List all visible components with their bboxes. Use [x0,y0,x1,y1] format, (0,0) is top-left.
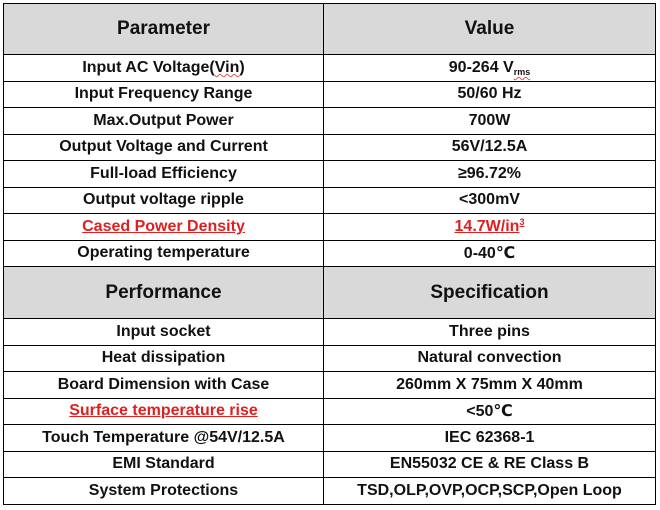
table-row [4,319,656,346]
spec-table [3,3,656,505]
param-cell: Operating temperature [4,240,324,267]
header-specification: Specification [324,267,656,319]
value-cell: 50/60 Hz [324,81,656,108]
table-row [4,81,656,108]
param-cell: Output voltage ripple [4,187,324,214]
param-cell: Full-load Efficiency [4,161,324,188]
param-cell: Input socket [4,319,324,346]
table-row [4,425,656,452]
param-cell: Input Frequency Range [4,81,324,108]
param-cell: Output Voltage and Current [4,134,324,161]
value-cell: 56V/12.5A [324,134,656,161]
param-cell: Heat dissipation [4,345,324,372]
table-row-highlighted [4,398,656,425]
param-cell: EMI Standard [4,451,324,478]
header-value: Value [324,4,656,55]
value-cell: 90-264 $V_{rms}$ [324,55,656,82]
table-row [4,187,656,214]
value-cell: ≥96.72% [324,161,656,188]
value-cell: <300mV [324,187,656,214]
table-row-highlighted [4,214,656,241]
param-cell: Surface temperature rise [4,398,324,425]
table-row [4,478,656,505]
value-cell: <50℃ [324,398,656,425]
param-cell: Input AC Voltage(Vin) [4,55,324,82]
param-cell: Cased Power Density [4,214,324,241]
value-cell: 700W [324,108,656,135]
header-parameter: Parameter [4,4,324,55]
value-cell: EN55032 CE & RE Class B [324,451,656,478]
table-row [4,108,656,135]
table-row [4,345,656,372]
param-cell: Board Dimension with Case [4,372,324,399]
value-cell: IEC 62368-1 [324,425,656,452]
table-row [4,161,656,188]
value-cell: TSD,OLP,OVP,OCP,SCP,Open Loop [324,478,656,505]
table-row [4,134,656,161]
value-cell: $14.7W/in^3$ [324,214,656,241]
param-cell: Touch Temperature @54V/12.5A [4,425,324,452]
value-cell: Natural convection [324,345,656,372]
table-row [4,451,656,478]
value-cell: Three pins [324,319,656,346]
table-header-performance [4,267,656,319]
table-row [4,372,656,399]
value-cell: 0-40℃ [324,240,656,267]
header-performance: Performance [4,267,324,319]
table-header-parameters [4,4,656,55]
param-cell: System Protections [4,478,324,505]
param-cell: Max.Output Power [4,108,324,135]
table-row [4,240,656,267]
table-row [4,55,656,82]
value-cell: 260mm X 75mm X 40mm [324,372,656,399]
